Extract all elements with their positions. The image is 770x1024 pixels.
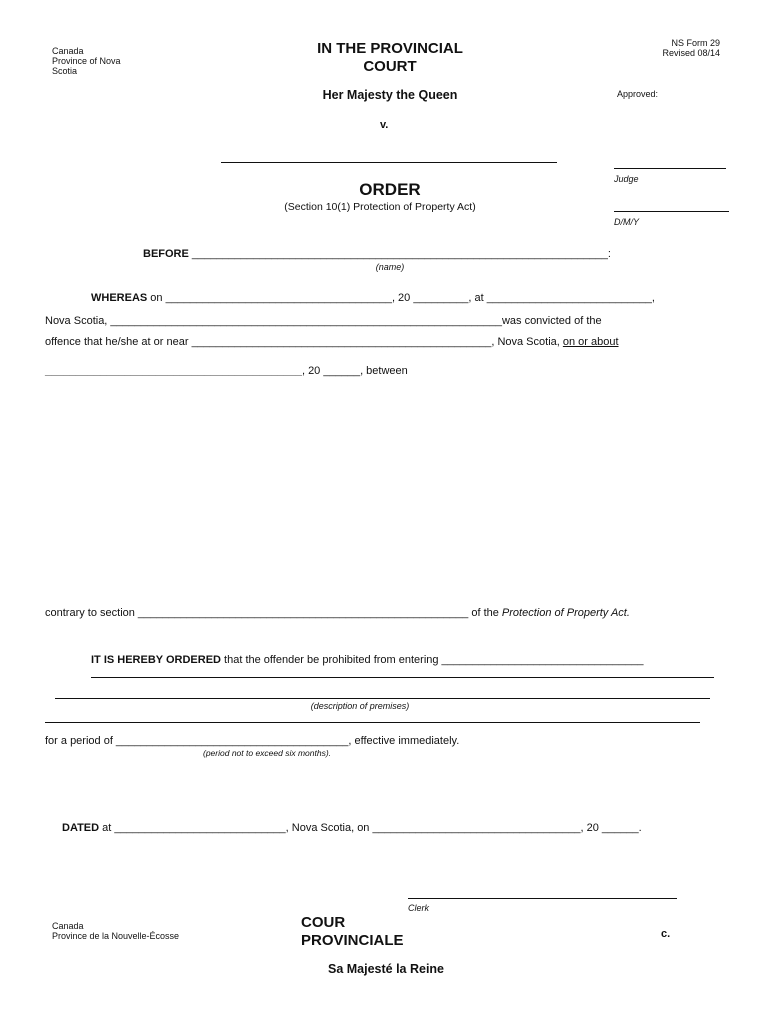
before-row [143, 248, 611, 260]
court-title-line-2: COURT [363, 58, 417, 75]
jurisdiction-block [52, 46, 121, 76]
clerk-signature-line[interactable] [408, 898, 677, 899]
before-name-hint: (name) [375, 262, 405, 272]
whereas-text-3[interactable]: offence that he/she at or near _________________________________________________, Nova Scotia, [45, 336, 563, 348]
judge-signature-line[interactable] [614, 168, 726, 169]
on-or-about-text: on or about [562, 336, 619, 348]
whereas-text-1[interactable]: on _____________________________________, 20 _________, at ___________________________, [150, 292, 655, 304]
french-crown-name: Sa Majesté la Reine [327, 962, 445, 976]
jurisdiction-line-1: Canada [52, 46, 84, 56]
before-name-blank[interactable]: ____________________________________________________________________: [191, 248, 611, 260]
act-name: Protection of Property Act. [501, 607, 630, 619]
dated-line [62, 822, 642, 834]
ordered-text[interactable]: that the offender be prohibited from entering _________________________________ [221, 654, 644, 666]
whereas-label: WHEREAS [91, 292, 148, 304]
date-format-label: D/M/Y [614, 217, 640, 227]
contrary-line [45, 607, 630, 619]
whereas-line-4 [45, 365, 408, 377]
contrary-text[interactable]: contrary to section ______________________________________________________ of the [45, 607, 502, 619]
form-number-block [640, 38, 720, 58]
revised-date: Revised 08/14 [662, 48, 720, 58]
clerk-label: Clerk [408, 903, 430, 913]
court-title-line-1: IN THE PROVINCIAL [317, 40, 463, 57]
dated-label: DATED [62, 822, 100, 834]
jurisdiction-line-2: Province of Nova [52, 56, 121, 66]
whereas-line-3 [45, 336, 619, 348]
french-jurisdiction-block [52, 921, 179, 941]
form-number: NS Form 29 [671, 38, 720, 48]
crown-name: Her Majesty the Queen [322, 88, 458, 102]
ordered-label: IT IS HEREBY ORDERED [91, 654, 221, 666]
french-court-title-line-2: PROVINCIALE [301, 932, 404, 949]
premises-line-1[interactable] [91, 677, 714, 678]
order-subtitle: (Section 10(1) Protection of Property Act) [284, 201, 476, 213]
versus-label: v. [380, 119, 389, 131]
whereas-line-1 [91, 292, 655, 304]
judge-label: Judge [614, 174, 639, 184]
approved-label: Approved: [617, 89, 659, 99]
whereas-text-4[interactable]: , 20 ______, between [301, 365, 408, 377]
before-label: BEFORE [143, 248, 189, 260]
french-court-title-line-1: COUR [301, 914, 346, 931]
order-title: ORDER [359, 180, 421, 199]
dated-text[interactable]: at ____________________________, Nova Scotia, on __________________________________, 20 ______. [99, 822, 642, 834]
premises-line-2[interactable] [55, 698, 710, 699]
date-line[interactable] [614, 211, 729, 212]
french-versus-label: c. [661, 928, 671, 940]
court-title [290, 40, 490, 76]
accused-name-line[interactable] [221, 162, 557, 163]
jurisdiction-line-3: Scotia [52, 66, 78, 76]
period-hint: (period not to exceed six months). [203, 748, 332, 758]
ordered-line [91, 654, 643, 666]
french-jurisdiction-line-2: Province de la Nouvelle-Écosse [52, 931, 180, 941]
french-court-title [301, 914, 404, 950]
premises-hint: (description of premises) [310, 701, 410, 711]
premises-line-3[interactable] [45, 722, 700, 723]
date-blank[interactable]: __________________________________________ [45, 365, 302, 377]
period-line[interactable]: for a period of ______________________________________, effective immediately. [45, 735, 460, 747]
french-jurisdiction-line-1: Canada [52, 921, 84, 931]
whereas-line-2[interactable]: Nova Scotia, ________________________________________________________________was convicted of the [45, 315, 602, 327]
